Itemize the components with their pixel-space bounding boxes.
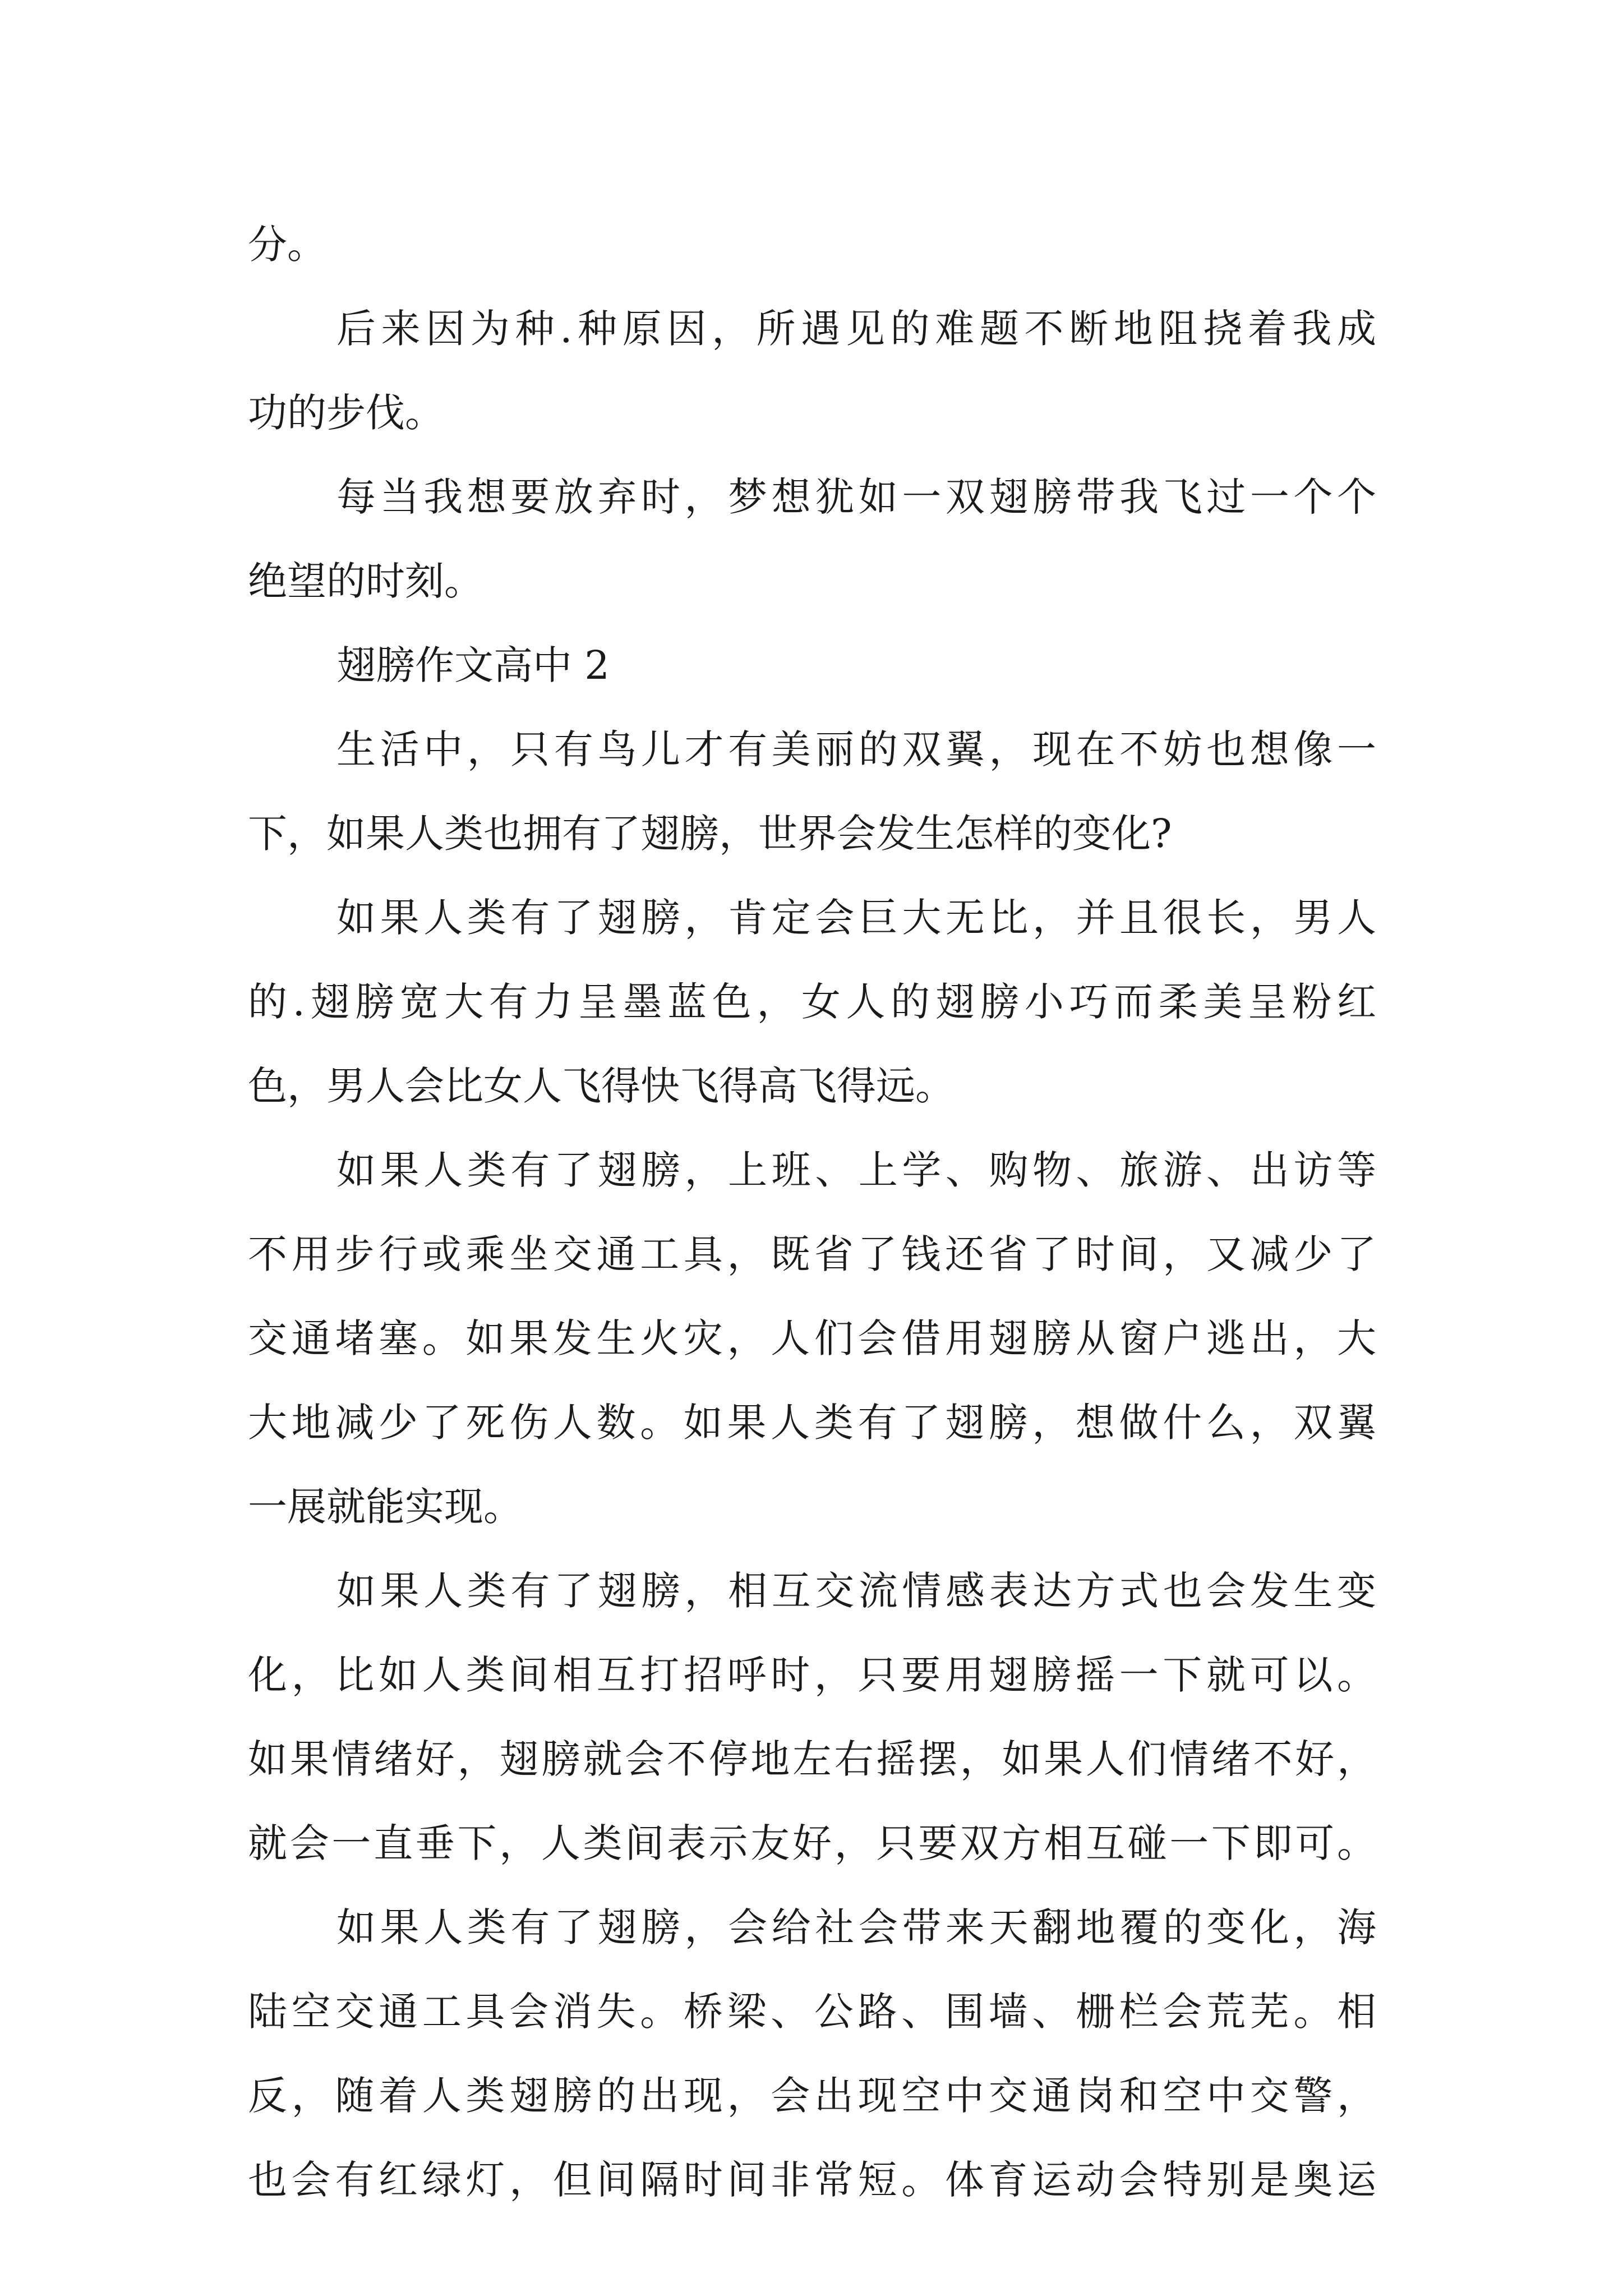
text-line: 交通堵塞。如果发生火灾，人们会借用翅膀从窗户逃出，大 — [248, 1315, 1376, 1361]
text-line: 陆空交通工具会消失。桥梁、公路、围墙、栅栏会荒芜。相 — [248, 1989, 1376, 2035]
text-line: 每当我想要放弃时，梦想犹如一双翅膀带我飞过一个个 — [336, 474, 1376, 520]
text-line: 就会一直垂下，人类间表示友好，只要双方相互碰一下即可。 — [248, 1820, 1376, 1866]
text-line: 一展就能实现。 — [248, 1484, 523, 1530]
text-line: 反，随着人类翅膀的出现，会出现空中交通岗和空中交警， — [248, 2073, 1376, 2119]
text-line: 后来因为种.种原因，所遇见的难题不断地阻挠着我成 — [336, 306, 1376, 352]
text-line: 化，比如人类间相互打招呼时，只要用翅膀摇一下就可以。 — [248, 1652, 1376, 1698]
text-line: 不用步行或乘坐交通工具，既省了钱还省了时间，又减少了 — [248, 1231, 1376, 1277]
text-line: 下，如果人类也拥有了翅膀，世界会发生怎样的变化? — [248, 811, 1172, 857]
text-line: 如果人类有了翅膀，肯定会巨大无比，并且很长，男人 — [336, 895, 1376, 941]
text-line: 色，男人会比女人飞得快飞得高飞得远。 — [248, 1063, 955, 1109]
text-line: 如果人类有了翅膀，会给社会带来天翻地覆的变化，海 — [336, 1904, 1376, 1950]
text-line: 的.翅膀宽大有力呈墨蓝色，女人的翅膀小巧而柔美呈粉红 — [248, 979, 1376, 1025]
text-line: 功的步伐。 — [248, 390, 444, 436]
section-heading: 翅膀作文高中 2 — [336, 642, 610, 688]
text-line: 生活中，只有鸟儿才有美丽的双翼，现在不妨也想像一 — [336, 726, 1376, 772]
text-line: 如果人类有了翅膀，上班、上学、购物、旅游、出访等 — [336, 1147, 1376, 1193]
text-line: 绝望的时刻。 — [248, 558, 483, 604]
text-line: 如果情绪好，翅膀就会不停地左右摇摆，如果人们情绪不好， — [248, 1736, 1376, 1782]
text-line: 如果人类有了翅膀，相互交流情感表达方式也会发生变 — [336, 1568, 1376, 1614]
text-line: 分。 — [248, 222, 326, 268]
text-line: 也会有红绿灯，但间隔时间非常短。体育运动会特别是奥运 — [248, 2157, 1376, 2203]
text-line: 大地减少了死伤人数。如果人类有了翅膀，想做什么，双翼 — [248, 1400, 1376, 1446]
